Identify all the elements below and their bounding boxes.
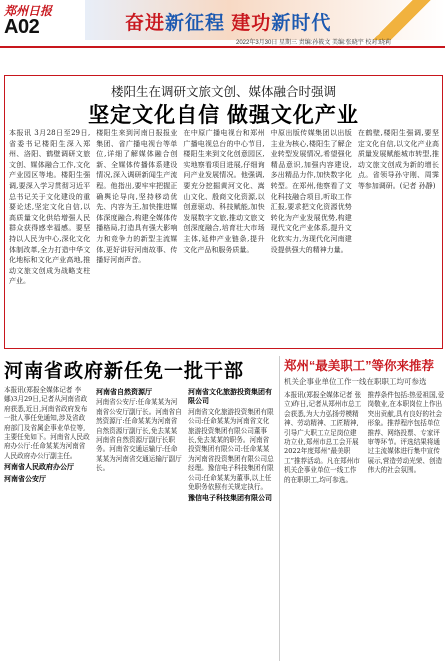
lead-kicker: 楼阳生在调研文旅文创、媒体融合时强调 bbox=[110, 85, 336, 99]
lead-body bbox=[9, 128, 439, 343]
appointments-column bbox=[188, 386, 274, 661]
unit-heading: 河南省公安厅 bbox=[4, 475, 46, 483]
model-worker-body bbox=[284, 391, 445, 651]
slogan-part-1: 奋进 bbox=[125, 13, 166, 34]
lead-column: 在鹤壁,楼阳生强调,要坚定文化自信,以文化产业高质量发展赋能城市转型,推动文旅文创成为新的增长点。省领导孙守刚、周霁等参加调研。(记者 孙静) bbox=[357, 129, 440, 190]
lead-story bbox=[4, 75, 443, 349]
model-worker-column: 本报讯(郑报全媒体记者 张立)昨日,记者从郑州市总工会获悉,为大力弘扬劳模精神、劳动精神、工匠精神,引导广大职工立足岗位建功立业,郑州市总工会开展2022年度郑州“最美职工”推荐活动。凡在郑州市机关企事业单位一线工作的在职职工,均可参选。 bbox=[284, 391, 362, 484]
slogan-part-4: 新时代 bbox=[271, 13, 332, 34]
dateline: 2022年3月30日 星期三 责编:孙筱文 美编:张晓宇 校对:晓莉 bbox=[236, 40, 392, 46]
model-worker-headline: 郑州“最美职工”等你来推荐 bbox=[284, 359, 435, 373]
appointments-headline: 河南省政府新任免一批干部 bbox=[4, 361, 245, 382]
lead-column: 中原出版传媒集团以出版主业为核心,楼阳生了解企业转型发展情况,希望强化精品意识,加强内容建设,多出精品力作,加快数字化转型。在郑州,他察看了文化科技融合项目,听取工作汇报,要求把文化资源优势转化为产业发展优势,构建现代文化产业体系,提升文化软实力,为现代化河南建设提供强大的精神力量。 bbox=[270, 129, 352, 254]
appointments-story bbox=[4, 356, 274, 661]
masthead-rule bbox=[0, 46, 445, 48]
slogan-part-3: 建功 bbox=[225, 13, 272, 34]
appointments-text: 本报讯(郑报全媒体记者 李娜)3月29日,记者从河南省政府获悉,近日,河南省政府发布一批人事任免通知,涉及省政府部门及省属企事业单位等,主要任免如下。河南省人民政府办公厅:任命某某为河南省人民政府办公厅副主任。 bbox=[4, 386, 90, 460]
appointments-column bbox=[4, 386, 90, 661]
masthead bbox=[0, 0, 445, 48]
slogan-banner bbox=[85, 0, 445, 40]
ribbon-decoration bbox=[365, 0, 445, 40]
slogan-text bbox=[125, 8, 331, 35]
slogan-part-2: 新征程 bbox=[165, 13, 226, 34]
model-worker-story bbox=[279, 356, 445, 661]
lead-column: 本报讯 3月28日至29日,省委书记楼阳生深入郑州、洛阳、鹤壁调研文旅文创、媒体融合工作,文化产业园区等地。楼阳生强调,要深入学习贯彻习近平总书记关于文化建设的重要论述,坚定文化自信,以高质量文化供给增强人民群众获得感幸福感。要坚持以人民为中心,深化文化体制改革,全力打造中华文化地标和文化产业高地,推动文旅文创成为战略支柱产业。 bbox=[9, 129, 91, 286]
appointments-text: 河南省公安厅:任命某某为河南省公安厅副厅长。河南省自然资源厅:任命某某为河南省自然资源厅副厅长,免去某某河南省自然资源厅副厅长职务。河南省交通运输厅:任命某某为河南省交通运输厅副厅长。 bbox=[96, 398, 182, 473]
unit-heading: 河南省人民政府办公厅 bbox=[4, 464, 74, 472]
model-worker-column: 推荐条件包括:热爱祖国,爱岗敬业,在本职岗位上作出突出贡献,具有良好的社会形象。推荐程序包括单位推荐、网络投票、专家评审等环节。评选结果将通过主流媒体进行集中宣传展示,营造劳动光荣、创造伟大的社会氛围。 bbox=[367, 391, 445, 475]
unit-heading: 豫信电子科技集团有限公司 bbox=[188, 495, 272, 503]
appointments-text: 河南省文化旅游投资集团有限公司:任命某某为河南省文化旅游投资集团有限公司董事长,免去某某的职务。河南省投资集团有限公司:任命某某为河南省投资集团有限公司总经理。豫信电子科技集团有限公司:任命某某为董事,以上任免职务依照有关规定执行。 bbox=[188, 407, 274, 492]
unit-heading: 河南省文化旅游投资集团有限公司 bbox=[188, 389, 272, 406]
lead-headline: 坚定文化自信 做强文化产业 bbox=[88, 104, 359, 127]
newspaper-logo: 郑州日报 bbox=[4, 4, 53, 18]
lead-column: 楼阳生来到河南日报报业集团、省广播电视台等单位,详细了解媒体融合创新、全媒体传播体系建设情况,深入调研新闻生产流程。他指出,要牢牢把握正确舆论导向,坚持移动优先、内容为王,加快推进媒体深度融合,构建全媒体传播格局,打造具有强大影响力和竞争力的新型主流媒体,更好讲好河南故事、传播好河南声音。 bbox=[96, 129, 178, 265]
page-number: A02 bbox=[4, 16, 40, 38]
appointments-column bbox=[96, 386, 182, 661]
appointments-body bbox=[4, 386, 274, 661]
unit-heading: 河南省自然资源厅 bbox=[96, 389, 152, 396]
model-worker-subtitle: 机关企事业单位工作一线在职职工均可参选 bbox=[284, 377, 427, 386]
lead-column: 在中原广播电视台和郑州广播电视总台的中心节目,楼阳生来到文化创意园区,实地察看项目进展,仔细询问产业发展情况。他强调,要充分挖掘黄河文化、嵩山文化、殷商文化资源,以创意驱动、科技赋能,加快发展数字文旅,推动文旅文创深度融合,培育壮大市场主体,延伸产业链条,提升文化产品和服务质量。 bbox=[183, 129, 265, 254]
